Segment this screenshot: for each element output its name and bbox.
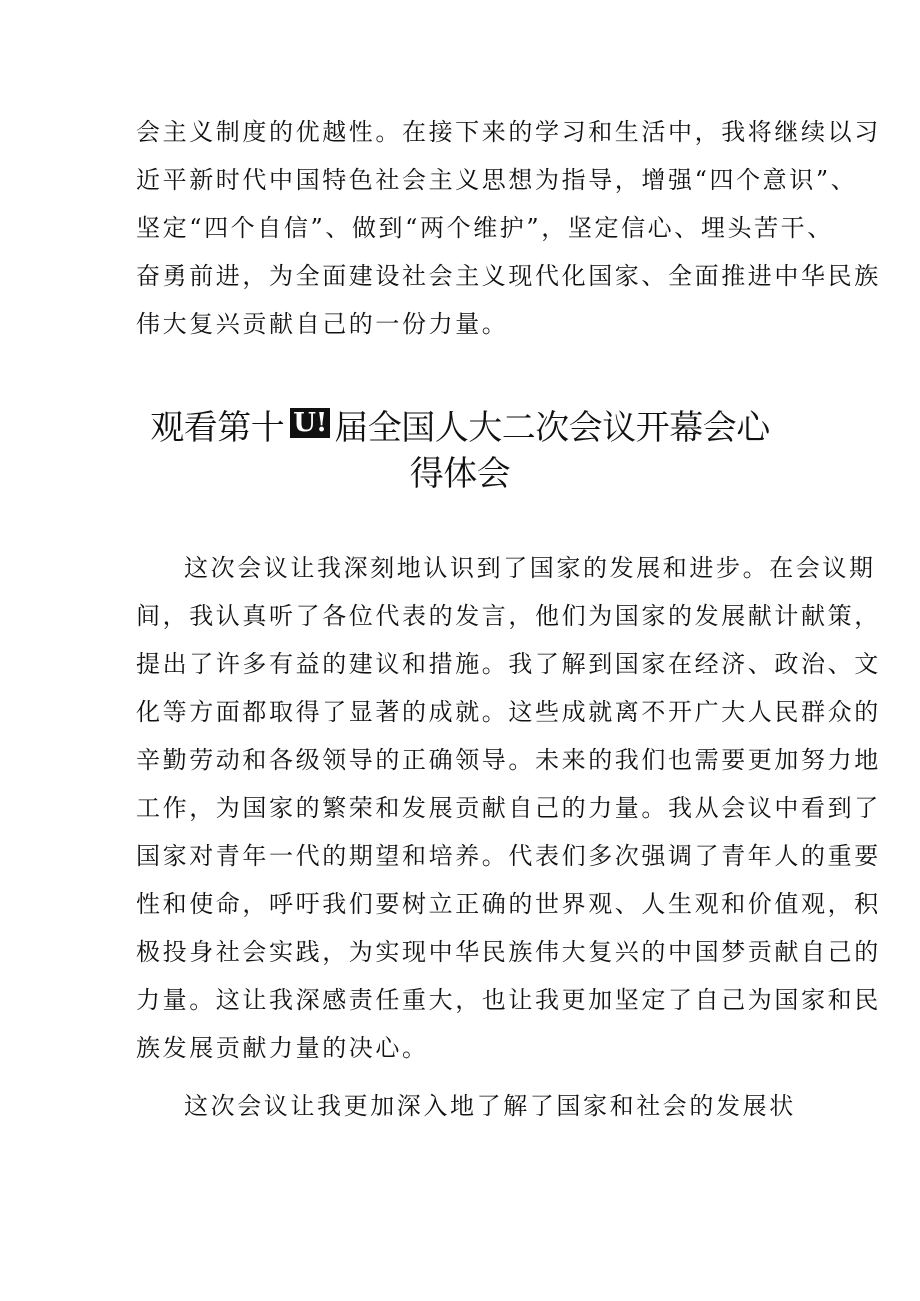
body-text-line: 族发展贡献力量的决心。 (136, 1034, 429, 1062)
body-text-line: 间，我认真听了各位代表的发言，他们为国家的发展献计献策， (136, 602, 881, 630)
body-text-line: 奋勇前进，为全面建设社会主义现代化国家、全面推进中华民族 (136, 262, 881, 290)
title-text-part1: 观看第十 (150, 408, 285, 448)
body-text-line: 提出了许多有益的建议和措施。我了解到国家在经济、政治、文 (136, 650, 881, 678)
body-text-line: 国家对青年一代的期望和培养。代表们多次强调了青年人的重要 (136, 842, 881, 870)
body-text-line: 这次会议让我更加深入地了解了国家和社会的发展状 (184, 1092, 796, 1120)
body-text-line: 工作，为国家的繁荣和发展贡献自己的力量。我从会议中看到了 (136, 794, 881, 822)
body-text-line: 性和使命，呼吁我们要树立正确的世界观、人生观和价值观，积 (136, 890, 881, 918)
body-text-line: 辛勤劳动和各级领导的正确领导。未来的我们也需要更加努力地 (136, 746, 881, 774)
body-text-line: 这次会议让我深刻地认识到了国家的发展和进步。在会议期 (184, 554, 876, 582)
document-title-line2: 得体会 (409, 454, 511, 494)
body-text-line: 力量。这让我深感责任重大，也让我更加坚定了自己为国家和民 (136, 986, 881, 1014)
body-text-line: 伟大复兴贡献自己的一份力量。 (136, 310, 509, 338)
body-text-line: 极投身社会实践，为实现中华民族伟大复兴的中国梦贡献自己的 (136, 938, 881, 966)
body-text-line: 会主义制度的优越性。在接下来的学习和生活中，我将继续以习 (136, 118, 881, 146)
title-glyph-artifact: U! (290, 408, 330, 438)
document-title (0, 406, 920, 450)
body-text-line: 化等方面都取得了显著的成就。这些成就离不开广大人民群众的 (136, 698, 881, 726)
body-text-line: 近平新时代中国特色社会主义思想为指导，增强“四个意识”、 (136, 166, 858, 194)
title-text-part2: 届全国人大二次会议开幕会心 (334, 408, 770, 448)
body-text-line: 坚定“四个自信”、做到“两个维护”，坚定信心、埋头苦干、 (136, 214, 834, 242)
